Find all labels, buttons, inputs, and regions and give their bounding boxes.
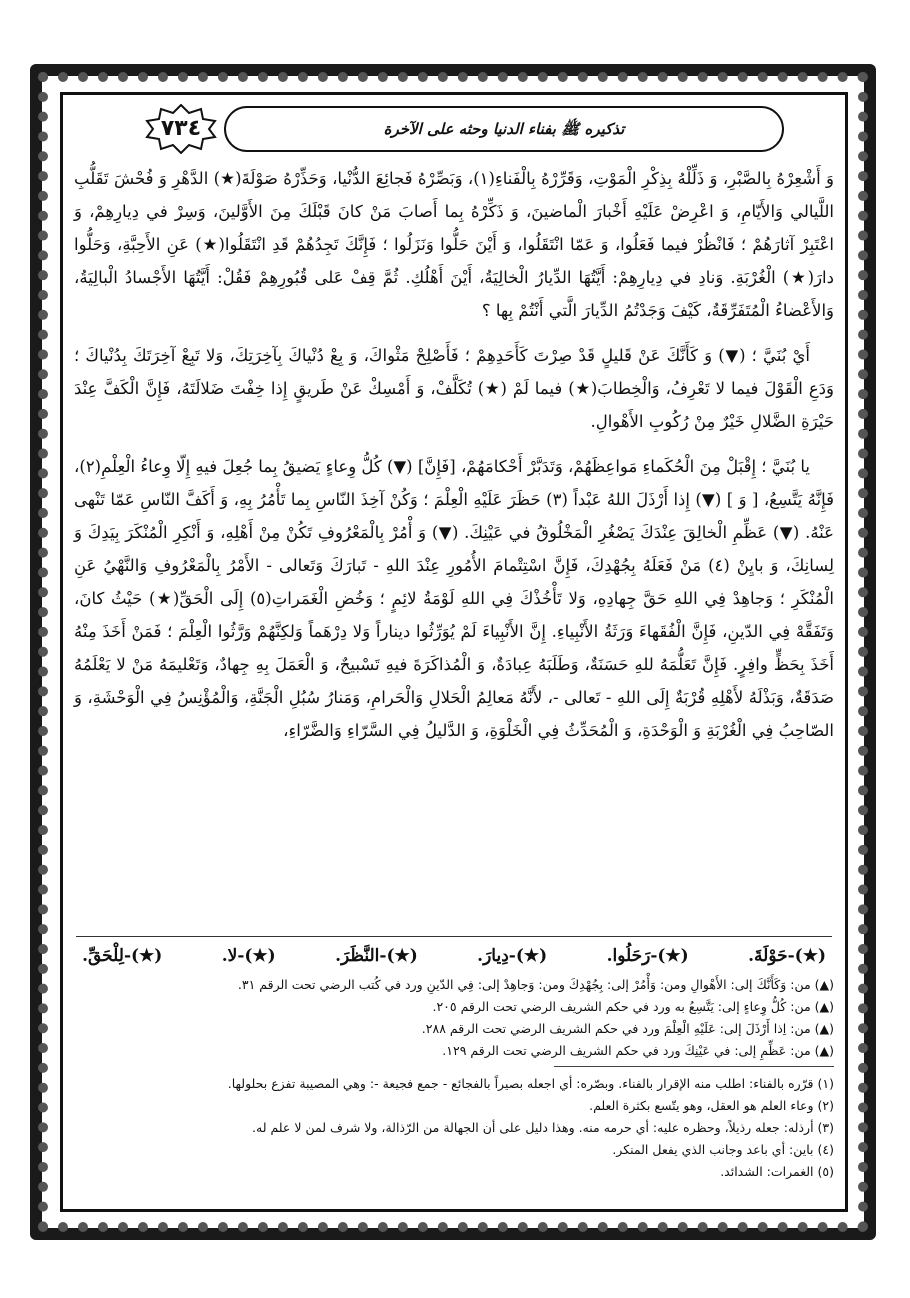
paragraph-2: أَيْ بُنَيَّ ؛ (▼) وَ كَأَنَّكَ عَنْ قَليلٍ قَدْ صِرْتَ كَأَحَدِهِمْ ؛ فَأَصْلِحْ مَثْواكَ، وَ بِعْ دُنْياكَ بِآخِرَتِكَ، وَلا تَبِعْ آخِرَتَكَ بِدُنْياكَ ؛ وَدَعِ الْقَوْلَ فيما لا تَعْرِفُ، وَالْخِطابَ(★) فيما لَمْ (★) تُكَلَّفْ، وَ أَمْسِكْ عَنْ طَريقٍ إِذا خِفْتَ ضَلالَتَهُ، فَإِنَّ الْكَفَّ عِنْدَ حَيْرَةِ الضَّلالِ خَيْرٌ مِنْ رُكُوبِ الأَهْوالِ. [74,346,834,431]
source-note: (▲) من: عَظِّمِ إلى: في عَيْنِكَ ورد في حكم الشريف الرضي تحت الرقم ١٢٩. [442,1043,834,1058]
chapter-title: تذكيره ﷺ بفناء الدنيا وحثه على الآخرة [224,106,784,152]
notes-divider [554,1066,834,1067]
variant-readings [74,946,834,966]
page-number: ٧٣٤ [160,116,202,141]
page-header [144,106,784,152]
footnote: (٢) وعاء العلم هو العقل، وهو يتّسع بكثرة العلم. [589,1098,834,1113]
page-number-badge [144,104,218,154]
page-content [64,96,844,1208]
source-note: (▲) من: اِذا أَرْذَلَ إلى: عَلَيْهِ الْعِلْمَ ورد في حكم الشريف الرضي تحت الرقم ٢٨٨. [421,1021,834,1036]
footnote-divider [76,936,832,937]
variant-item: (★)-لِلْحَقِّ. [82,946,163,966]
footnotes-section [74,946,834,1183]
variant-item: (★)-النَّظَرَ. [335,946,418,966]
paragraph-3: يا بُنَيَّ ؛ إِقْبَلْ مِنَ الْحُكَماءِ مَواعِظَهُمْ، وَتَدَبَّرْ أَحْكامَهُمْ، [فَإِنَّ] (▼) كُلُّ وِعاءٍ يَضيقُ بِما جُعِلَ فيهِ إِلّا وِعاءُ الْعِلْمِ(٢)، فَإِنَّهُ يَتَّسِعُ، [ وَ ] (▼) إِذا أَرْذَلَ اللهُ عَبْداً (٣) حَظَرَ عَلَيْهِ الْعِلْمَ ؛ وَكُنْ آخِذَ النّاسِ بِما تَأْمُرُ بِهِ، وَ أَكَفَّ النّاسِ عَمّا تَنْهى عَنْهُ. (▼) عَظِّمِ الْخالِقَ عِنْدَكَ يَصْغُرِ الْمَخْلُوقُ في عَيْنِكَ. (▼) وَ أْمُرْ بِالْمَعْرُوفِ تَكُنْ مِنْ أَهْلِهِ، وَ أَنْكِرِ الْمُنْكَرَ بِيَدِكَ وَ لِسانِكَ، وَ بايِنْ (٤) مَنْ فَعَلَهُ بِجُهْدِكَ، فَإِنَّ اسْتِتْمامَ الأُمُورِ عِنْدَ اللهِ - تَبارَكَ وَتَعالى - الأَمْرُ بِالْمَعْرُوفِ وَالنَّهْيُ عَنِ الْمُنْكَرِ ؛ وَجاهِدْ فِي اللهِ حَقَّ جِهادِهِ، وَلا تَأْخُذْكَ فِي اللهِ لَوْمَةُ لائِمٍ ؛ وَخُضِ الْغَمَراتِ(٥) إِلَى الْحَقِّ(★) حَيْثُ كانَ، وَتَفَقَّهْ فِي الدّينِ، فَإِنَّ الْفُقَهاءَ وَرَثَةُ الأَنْبِياءِ. إِنَّ الأَنْبِياءَ لَمْ يُوَرِّثُوا ديناراً وَلا دِرْهَماً وَلكِنَّهُمْ وَرَّثُوا الْعِلْمَ ؛ فَمَنْ أَخَذَ مِنْهُ أَخَذَ بِحَظٍّ وافِرٍ. فَإِنَّ تَعَلُّمَهُ للهِ حَسَنَةٌ، وَطَلَبَهُ عِبادَةٌ، وَ الْمُذاكَرَةَ فيهِ تَسْبيحٌ، وَ الْعَمَلَ بِهِ جِهادٌ، وَتَعْليمَهُ مَنْ لا يَعْلَمُهُ صَدَقَةٌ، وَبَذْلَهُ لأَهْلِهِ قُرْبَةٌ إِلَى اللهِ - تَعالى -، لأَنَّهُ مَعالِمُ الْحَلالِ وَالْحَرامِ، وَمَنارُ سُبُلِ الْجَنَّةِ، وَالْمُؤْنِسُ فِي الْوَحْشَةِ، وَ الصّاحِبُ فِي الْغُرْبَةِ وَ الْوَحْدَةِ، وَ الْمُحَدِّثُ فِي الْخَلْوَةِ، وَ الدَّليلُ فِي السَّرّاءِ وَالضَّرّاءِ، [74,457,835,740]
variant-item: (★)-دِيارَ. [477,946,548,966]
variant-item: (★)-رَحَلُوا. [606,946,689,966]
footnote: (٤) باين: أي باعد وجانب الذي يفعل المنكر. [612,1142,834,1157]
variant-item: (★)-لا. [221,946,276,966]
source-note: (▲) من: وَكَأَنَّكَ إلى: الأَهْوالِ ومن: وَأْمُرْ إلى: بِجُهْدِكَ ومن: وَجاهِدْ إلى: فِي الدّينِ ورد في كُتب الرضي تحت الرقم ٣١. [237,977,834,992]
paragraph-1: وَ أَشْعِرْهُ بِالصَّبْرِ، وَ ذَلِّلْهُ بِذِكْرِ الْمَوْتِ، وَقَرِّرْهُ بِالْفَناءِ(١)، وَبَصِّرْهُ فَجائِعَ الدُّنْيا، وَحَذِّرْهُ صَوْلَةَ(★) الدَّهْرِ وَ فُحْشَ تَقَلُّبِ اللَّيالي وَالأَيّامِ، وَ اعْرِضْ عَلَيْهِ أَخْبارَ الْماضينَ، وَ ذَكِّرْهُ بِما أَصابَ مَنْ كانَ قَبْلَكَ مِنَ الأَوَّلينَ، وَسِرْ في دِيارِهِمْ، وَ اعْتَبِرْ آثارَهُمْ ؛ فَانْظُرْ فيما فَعَلُوا، وَ عَمّا انْتَقَلُوا، وَ أَيْنَ حَلُّوا وَنَزَلُوا ؛ فَإِنَّكَ تَجِدُهُمْ قَدِ انْتَقَلُوا(★) عَنِ الأَحِبَّةِ، وَحَلُّوا دارَ(★) الْغُرْبَةِ. وَنادِ في دِيارِهِمْ: أَيَّتُهَا الدِّيارُ الْخالِيَةُ، أَيْنَ أَهْلُكِ. ثُمَّ قِفْ عَلى قُبُورِهِمْ فَقُلْ: أَيَّتُهَا الأَجْسادُ الْبالِيَةُ، وَالأَعْضاءُ الْمُتَفَرِّقَةُ، كَيْفَ وَجَدْتُمُ الدِّيارَ الَّتي أَنْتُمْ بِها ؟ [74,169,834,320]
variant-item: (★)-حَوْلَةَ. [748,946,826,966]
footnote: (١) قرّره بالفناء: اطلب منه الإقرار بالفناء. وبصّره: أي اجعله بصيراً بالفجائع - جمع فجيعة -: وهي المصيبة تفزع بحلولها. [227,1076,834,1091]
main-text [74,162,834,759]
footnote: (٣) أرذله: جعله رذيلاً، وحظره عليه: أي حرمه منه. وهذا دليل على أن الجهالة من الرّذالة، ولا شرف لمن لا علم له. [252,1120,834,1135]
source-note: (▲) من: كُلُّ وِعاءٍ إلى: يَتَّسِعُ به ورد في حكم الشريف الرضي تحت الرقم ٢٠٥. [432,999,834,1014]
footnote: (٥) الغمرات: الشدائد. [720,1164,834,1179]
